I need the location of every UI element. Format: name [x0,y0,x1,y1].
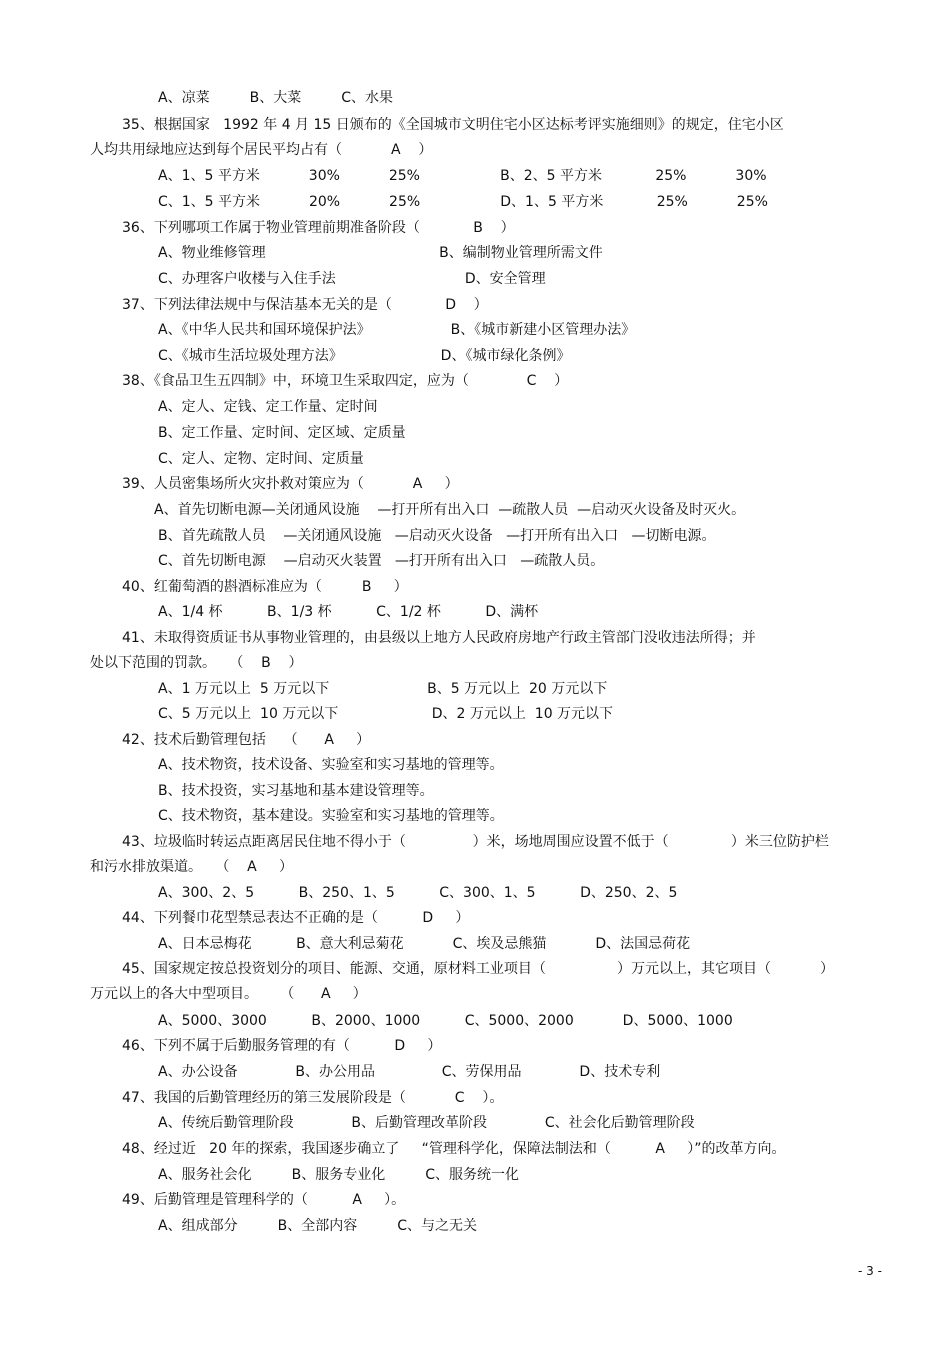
question-stem: 36、下列哪项工作属于物业管理前期准备阶段（ B ） [122,220,515,236]
answer-options: B、技术投资，实习基地和基本建设管理等。 [158,783,434,799]
answer-options: A、技术物资，技术设备、实验室和实习基地的管理等。 [158,757,504,773]
answer-options: A、5000、3000 B、2000、1000 C、5000、2000 D、5000、1000 [158,1013,733,1029]
question-stem: 41、未取得资质证书从事物业管理的，由县级以上地方人民政府房地产行政主管部门没收违法所得；并 [122,630,756,646]
question-stem: 47、我国的后勤管理经历的第三发展阶段是（ C ）。 [122,1090,504,1106]
answer-options: A、1/4 杯 B、1/3 杯 C、1/2 杯 D、满杯 [158,604,539,620]
answer-options: A、1、5 平方米 30% 25% B、2、5 平方米 25% 30% [158,168,767,184]
answer-options: A、凉菜 B、大菜 C、水果 [158,90,394,106]
answer-options: A、办公设备 B、办公用品 C、劳保用品 D、技术专利 [158,1064,661,1080]
answer-options: C、1、5 平方米 20% 25% D、1、5 平方米 25% 25% [158,194,768,210]
question-stem: 42、技术后勤管理包括 （ A ） [122,732,371,748]
answer-options: C、5 万元以上 10 万元以下 D、2 万元以上 10 万元以下 [158,706,614,722]
answer-options: A、1 万元以上 5 万元以下 B、5 万元以上 20 万元以下 [158,681,608,697]
answer-options: C、定人、定物、定时间、定质量 [158,451,364,467]
question-stem-continuation: 处以下范围的罚款。 （ B ） [90,655,303,671]
question-stem: 38、《食品卫生五四制》中，环境卫生采取四定，应为（ C ） [122,373,569,389]
answer-options: A、日本忌梅花 B、意大利忌菊花 C、埃及忌熊猫 D、法国忌荷花 [158,936,691,952]
question-stem: 48、经过近 20 年的探索，我国逐步确立了 “管理科学化，保障法制法和（ A ）”的改革方向。 [122,1141,786,1157]
answer-options: C、《城市生活垃圾处理方法》 D、《城市绿化条例》 [158,348,571,364]
answer-options: A、定人、定钱、定工作量、定时间 [158,399,378,415]
question-stem-continuation: 万元以上的各大中型项目。 （ A ） [90,986,367,1002]
answer-options: B、首先疏散人员 —关闭通风设施 —启动灭火设备 —打开所有出入口 —切断电源。 [158,528,716,544]
answer-options: A、物业维修管理 B、编制物业管理所需文件 [158,245,603,261]
answer-options: C、首先切断电源 —启动灭火装置 —打开所有出入口 —疏散人员。 [158,553,605,569]
answer-options: C、办理客户收楼与入住手法 D、安全管理 [158,271,546,287]
answer-options: A、首先切断电源—关闭通风设施 —打开所有出入口 —疏散人员 —启动灭火设备及时灭火。 [154,502,746,518]
answer-options: A、《中华人民共和国环境保护法》 B、《城市新建小区管理办法》 [158,322,636,338]
answer-options: A、300、2、5 B、250、1、5 C、300、1、5 D、250、2、5 [158,885,678,901]
question-stem: 44、下列餐巾花型禁忌表达不正确的是（ D ） [122,910,470,926]
question-stem-continuation: 和污水排放渠道。 （ A ） [90,859,293,875]
answer-options: B、定工作量、定时间、定区域、定质量 [158,425,406,441]
page-number: - 3 - [858,1264,882,1278]
question-stem: 46、下列不属于后勤服务管理的有（ D ） [122,1038,442,1054]
answer-options: C、技术物资，基本建设。实验室和实习基地的管理等。 [158,808,504,824]
question-stem: 49、后勤管理是管理科学的（ A ）。 [122,1192,406,1208]
question-stem: 35、根据国家 1992 年 4 月 15 日颁布的《全国城市文明住宅小区达标考评实施细则》的规定，住宅小区 [122,117,784,133]
answer-options: A、服务社会化 B、服务专业化 C、服务统一化 [158,1167,520,1183]
question-stem: 39、人员密集场所火灾扑救对策应为（ A ） [122,476,459,492]
question-stem-continuation: 人均共用绿地应达到每个居民平均占有（ A ） [90,142,433,158]
question-stem: 37、下列法律法规中与保洁基本无关的是（ D ） [122,297,488,313]
question-stem: 45、国家规定按总投资划分的项目、能源、交通，原材料工业项目（ ）万元以上，其它项目（ ） [122,961,834,977]
answer-options: A、传统后勤管理阶段 B、后勤管理改革阶段 C、社会化后勤管理阶段 [158,1115,695,1131]
question-stem: 40、红葡萄酒的斟酒标准应为（ B ） [122,579,408,595]
question-stem: 43、垃圾临时转运点距离居民住地不得小于（ ）米，场地周围应设置不低于（ ）米三位防护栏 [122,834,829,850]
answer-options: A、组成部分 B、全部内容 C、与之无关 [158,1218,478,1234]
